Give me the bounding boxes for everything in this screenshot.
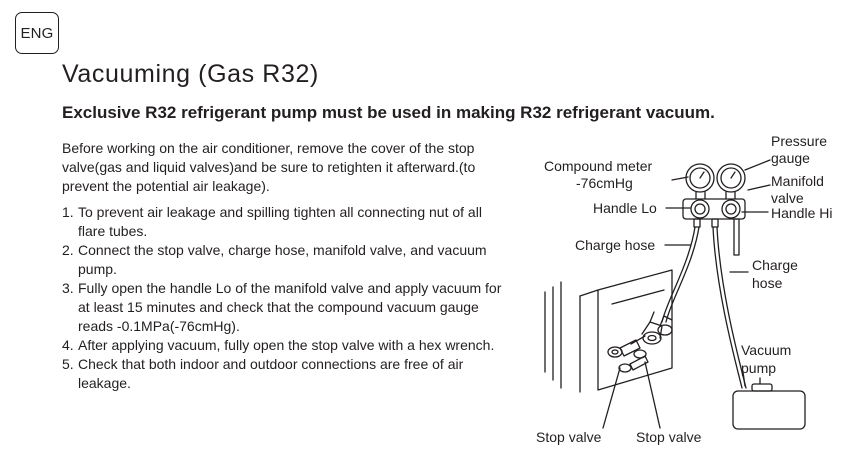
outdoor-unit-outline [545, 270, 672, 392]
label-manifold-valve-line2: valve [771, 190, 804, 206]
step-number: 4. [62, 337, 74, 353]
pressure-gauge [717, 164, 745, 192]
label-compound-meter-line1: Compound meter [544, 158, 653, 174]
step-text: After applying vacuum, fully open the stop valve with a hex wrench. [78, 337, 495, 353]
label-charge-hose-left: Charge hose [575, 237, 656, 253]
step-item [62, 279, 502, 336]
compound-meter-gauge [686, 164, 714, 192]
step-item [62, 203, 502, 241]
label-vacuum-pump-line1: Vacuum [741, 342, 792, 358]
diagram-labels [536, 133, 832, 445]
step-number: 2. [62, 242, 74, 258]
step-number: 3. [62, 280, 74, 296]
label-vacuum-pump-line2: pump [741, 360, 777, 376]
vacuum-setup-diagram [520, 128, 855, 449]
page-title: Vacuuming (Gas R32) [62, 60, 319, 88]
manifold-fittings [694, 219, 739, 255]
step-item [62, 241, 502, 279]
label-manifold-valve-line1: Manifold [771, 173, 824, 189]
label-stop-valve-right: Stop valve [636, 429, 702, 445]
label-handle-hi: Handle Hi [771, 205, 833, 221]
step-text: Fully open the handle Lo of the manifold valve and apply vacuum for at least 15 minutes and check that the compound vacuum gauge reads -0.1MPa(-76cmHg). [78, 280, 502, 334]
label-handle-lo: Handle Lo [593, 200, 657, 216]
charge-hose-left-line [662, 227, 699, 322]
step-text: Check that both indoor and outdoor connections are free of air leakage. [78, 356, 464, 391]
language-tag: ENG [15, 12, 59, 54]
handle-hi-knob [722, 200, 740, 218]
label-stop-valve-left: Stop valve [536, 429, 602, 445]
intro-paragraph: Before working on the air conditioner, remove the cover of the stop valve(gas and liquid valves)and be sure to retighten it afterward.(to prevent the potential air leakage). [62, 140, 476, 194]
steps-list [62, 203, 502, 393]
vacuum-pump [733, 378, 805, 429]
label-compound-meter-line2: -76cmHg [576, 175, 633, 191]
step-number: 5. [62, 356, 74, 372]
section-subtitle: Exclusive R32 refrigerant pump must be used in making R32 refrigerant vacuum. [62, 103, 715, 122]
step-number: 1. [62, 204, 74, 220]
step-item [62, 336, 502, 355]
label-pressure-gauge-line2: gauge [771, 150, 810, 166]
handle-lo-knob [691, 200, 709, 218]
label-pressure-gauge-line1: Pressure [771, 133, 828, 149]
step-item [62, 355, 502, 393]
label-charge-hose-right-line2: hose [752, 275, 783, 291]
step-text: To prevent air leakage and spilling tighten all connecting nut of all flare tubes. [78, 204, 482, 239]
label-charge-hose-right-line1: Charge [752, 257, 798, 273]
step-text: Connect the stop valve, charge hose, manifold valve, and vacuum pump. [78, 242, 487, 277]
